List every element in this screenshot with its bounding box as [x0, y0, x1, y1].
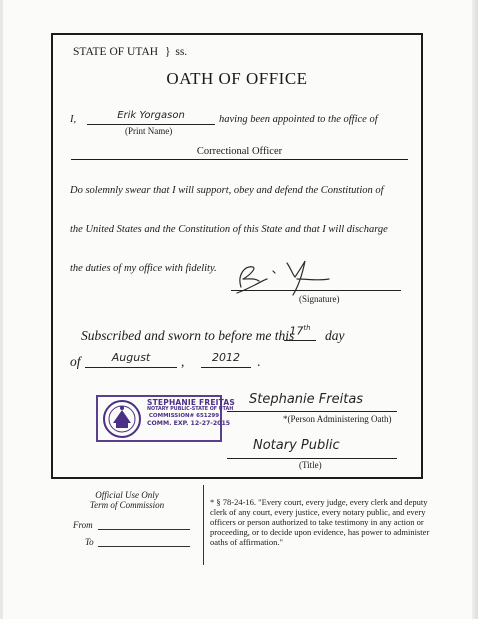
title-signature: Notary Public	[253, 438, 340, 453]
seal-text-block	[147, 398, 235, 428]
signature-scribble	[233, 257, 343, 299]
title-line	[227, 458, 397, 459]
year-field: 2012	[201, 351, 251, 368]
print-name-field: Erik Yorgason	[87, 110, 215, 125]
page-title: OATH OF OFFICE	[166, 69, 308, 88]
state-name: STATE OF UTAH	[73, 46, 159, 58]
statute-footnote: * § 78-24-16. "Every court, every judge, every clerk and deputy clerk of any court, every justice, every notary public, and every officers or person authorized to take testimony in any action or proceeding, or to decide upon evidence, has power to administer oaths of affirmation."	[210, 497, 430, 548]
scan-edge	[472, 0, 478, 619]
appointed-text: having been appointed to the office of	[219, 114, 378, 125]
seal-notary-name: STEPHANIE FREITAS	[147, 398, 235, 407]
day-field	[284, 324, 316, 341]
administrator-line	[227, 411, 397, 412]
signature-label: (Signature)	[299, 294, 340, 304]
signature-line	[231, 290, 401, 291]
administrator-label: *(Person Administering Oath)	[283, 414, 392, 424]
from-label: From	[73, 520, 93, 530]
oath-line-1: Do solemnly swear that I will support, obey and defend the Constitution of	[70, 185, 384, 196]
notary-seal-stamp	[96, 395, 235, 442]
state-seal-emblem	[101, 399, 143, 439]
from-field	[98, 529, 190, 530]
office-field: Correctional Officer	[71, 146, 408, 160]
seal-notary-title: NOTARY PUBLIC-STATE OF UTAH	[147, 407, 234, 413]
day-suffix: th	[303, 324, 311, 332]
to-label: To	[85, 537, 94, 547]
ss-label: ss.	[175, 46, 188, 58]
administrator-signature: Stephanie Freitas	[249, 392, 364, 407]
seal-commission: COMMISSION# 651299	[148, 413, 220, 420]
period: .	[257, 354, 261, 369]
oath-line-2: the United States and the Constitution of this State and that I will discharge	[70, 224, 388, 235]
oath-form-frame	[51, 33, 423, 479]
comma: ,	[181, 354, 185, 369]
state-heading	[73, 46, 187, 58]
official-use-line-2: Term of Commission	[89, 500, 165, 511]
official-use-heading	[72, 490, 182, 511]
oath-line-3: the duties of my office with fidelity.	[70, 263, 217, 274]
scan-edge	[0, 0, 3, 619]
oath-prefix: I,	[70, 114, 77, 125]
day-number: 17	[289, 324, 304, 338]
title-label: (Title)	[299, 460, 322, 470]
sworn-text: Subscribed and sworn to before me this	[81, 328, 295, 343]
month-field: August	[85, 351, 177, 368]
to-field	[98, 546, 190, 547]
brace: }	[164, 46, 171, 58]
of-word: of	[70, 354, 81, 369]
day-word: day	[325, 328, 345, 343]
seal-expiration: COMM. EXP. 12-27-2015	[147, 420, 231, 428]
official-use-line-1: Official Use Only	[95, 490, 159, 500]
footer-divider	[203, 485, 204, 565]
print-name-label: (Print Name)	[125, 126, 173, 136]
